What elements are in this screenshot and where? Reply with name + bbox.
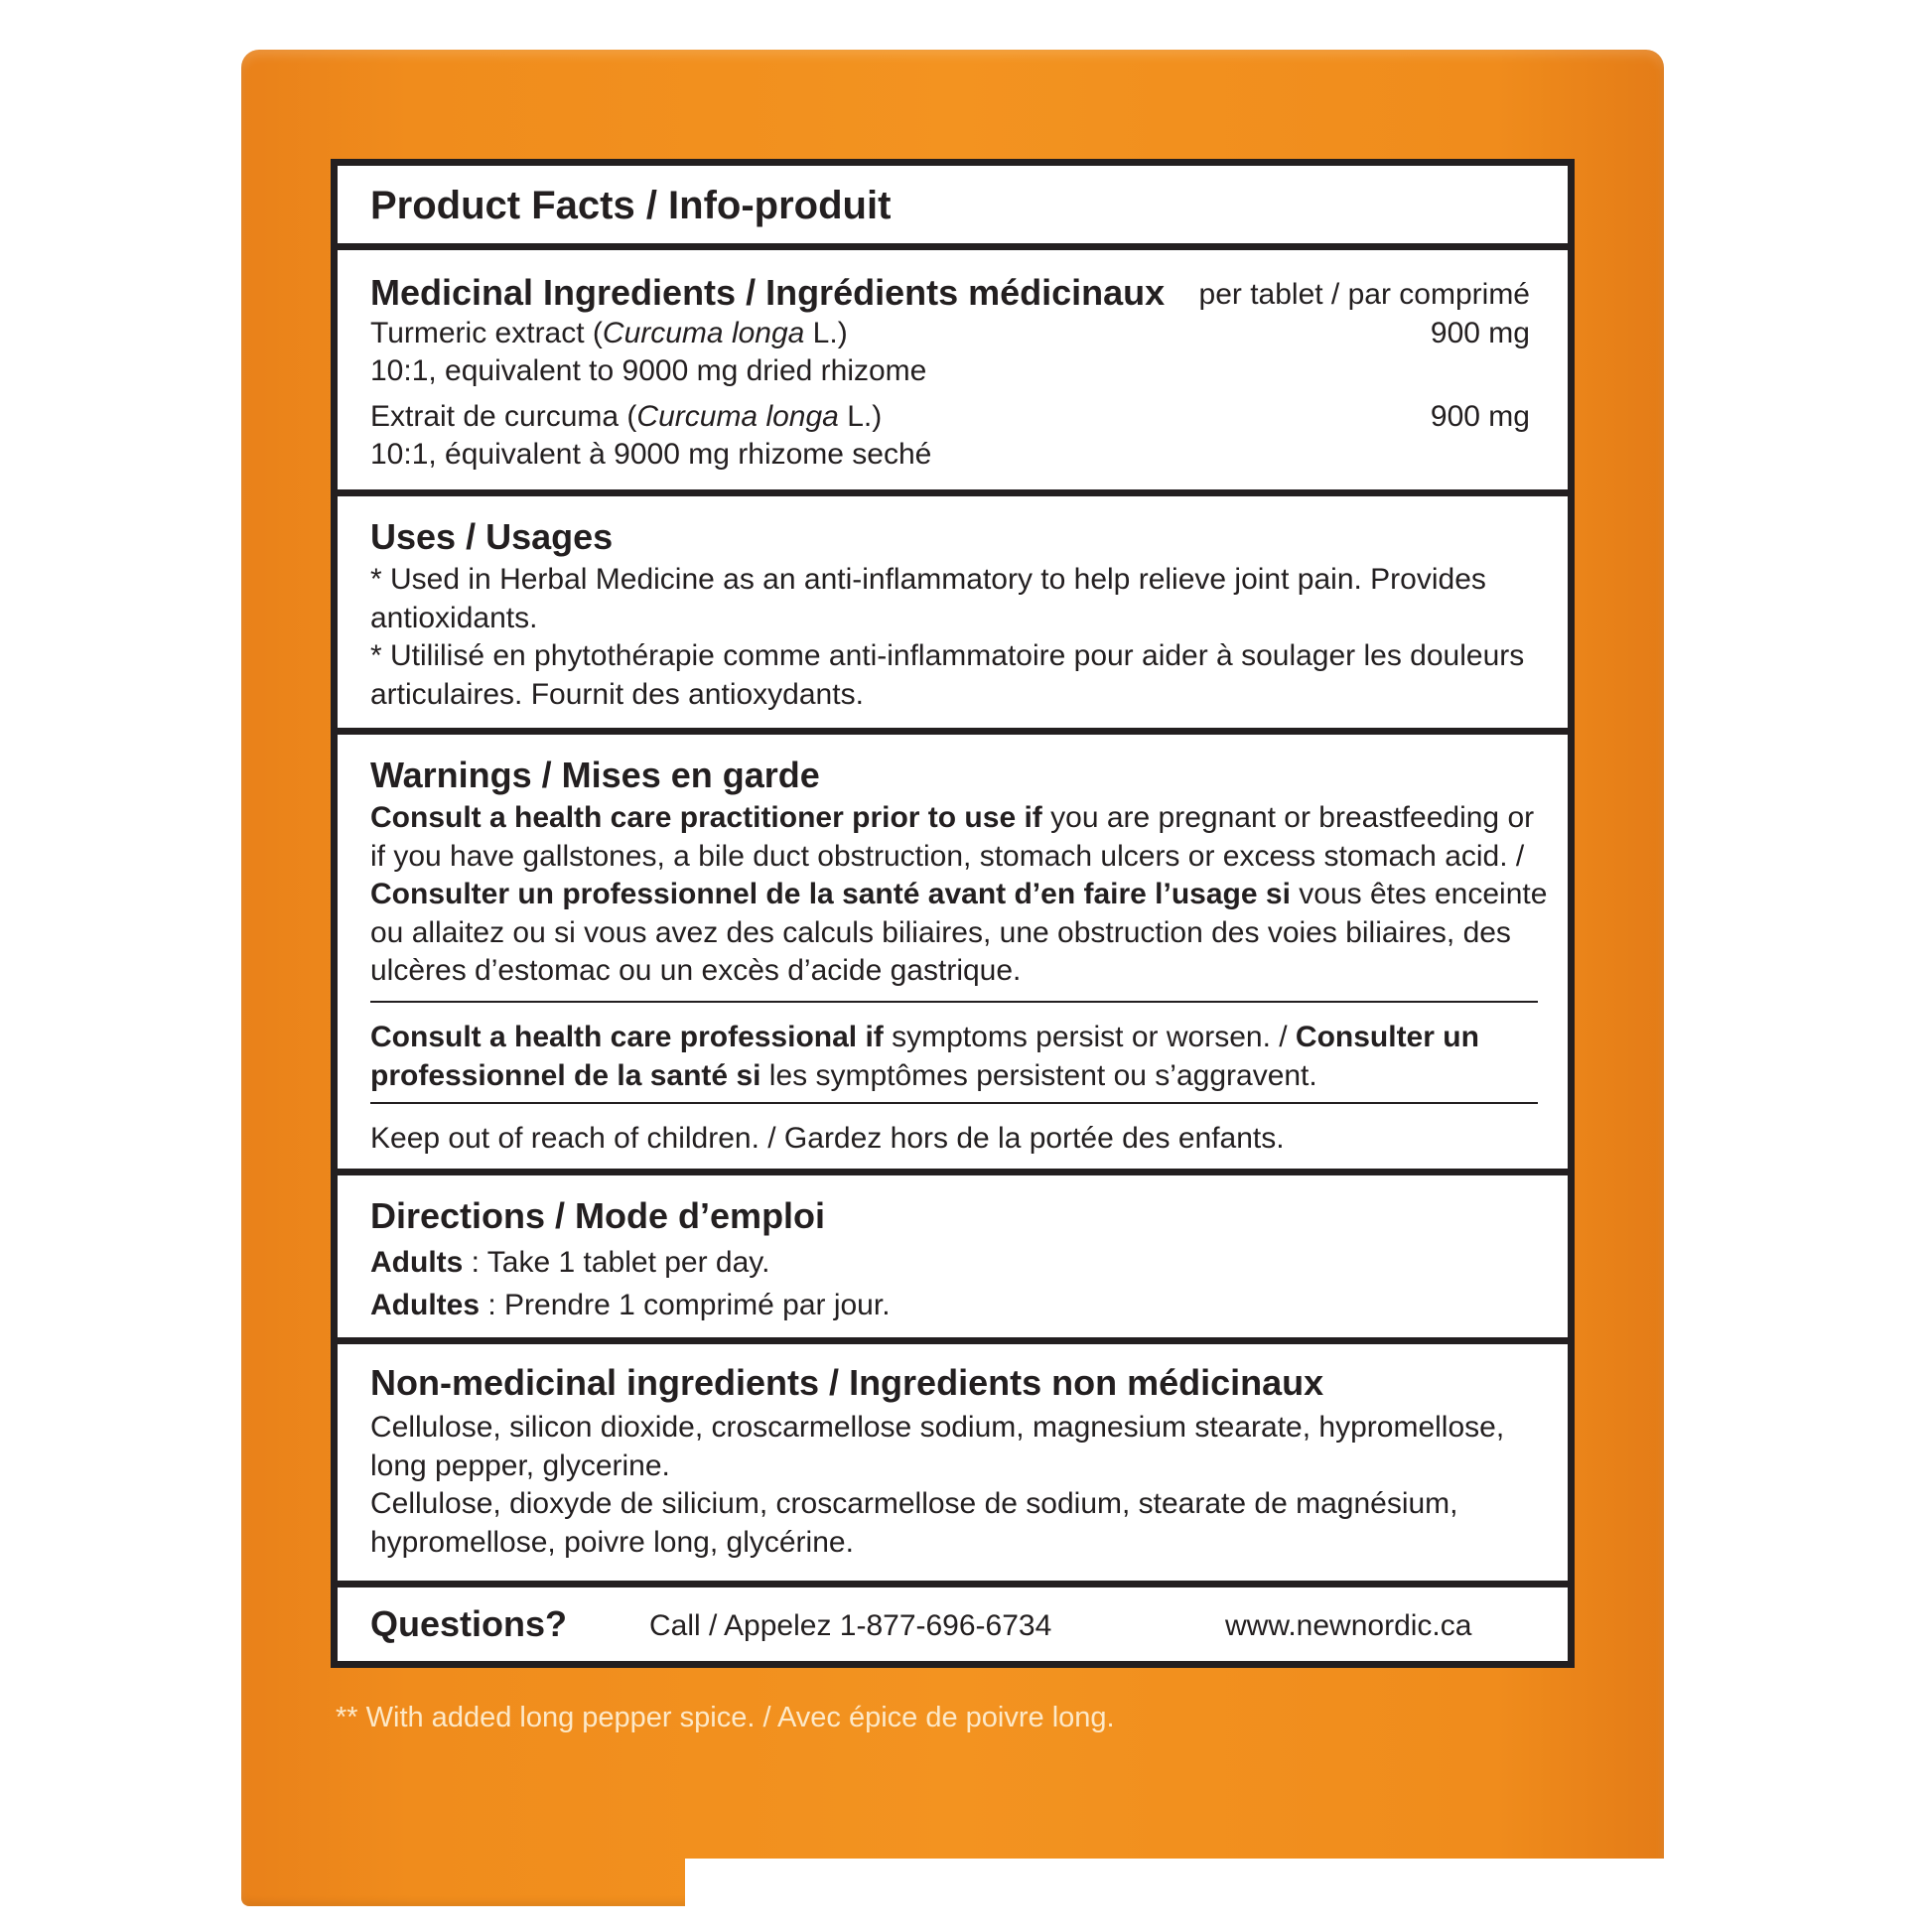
page-title: Product Facts / Info-produit [370, 184, 892, 227]
warnings-divider-1 [370, 1001, 1538, 1003]
warning-line-3: Consulter un professionnel de la santé avant d’en faire l’usage si vous êtes enceinte [370, 878, 1548, 910]
keep-out-of-reach: Keep out of reach of children. / Gardez hors de la portée des enfants. [370, 1122, 1285, 1155]
warnings-divider-2 [370, 1102, 1538, 1104]
non-medicinal-heading: Non-medicinal ingredients / Ingredients non médicinaux [370, 1362, 1324, 1403]
box-bottom-edge [685, 1859, 1678, 1932]
ingredient-en-detail: 10:1, equivalent to 9000 mg dried rhizome [370, 354, 927, 387]
warning-line-5: ulcères d’estomac ou un excès d’acide gastrique. [370, 954, 1022, 987]
non-medicinal-en-line-2: long pepper, glycerine. [370, 1449, 670, 1482]
uses-en-line-2: antioxidants. [370, 602, 538, 634]
warning-line-1: Consult a health care practitioner prior to use if you are pregnant or breastfeeding or [370, 801, 1535, 834]
directions-section [338, 1175, 1568, 1344]
warning-line-2: if you have gallstones, a bile duct obstruction, stomach ulcers or excess stomach acid. / [370, 840, 1525, 873]
warnings-section [338, 735, 1568, 1175]
warning-line-6: Consult a health care professional if symptoms persist or worsen. / Consulter un [370, 1021, 1479, 1053]
warnings-heading: Warnings / Mises en garde [370, 755, 820, 795]
product-facts-panel [331, 159, 1575, 1668]
directions-heading: Directions / Mode d’emploi [370, 1195, 826, 1236]
directions-en: Adults : Take 1 tablet per day. [370, 1246, 770, 1279]
non-medicinal-fr-line-2: hypromellose, poivre long, glycérine. [370, 1526, 854, 1559]
warning-line-7: professionnel de la santé si les symptômes persistent ou s’aggravent. [370, 1059, 1317, 1092]
questions-section [338, 1587, 1568, 1661]
warning-line-4: ou allaitez ou si vous avez des calculs biliaires, une obstruction des voies biliaires, des [370, 916, 1511, 949]
uses-section [338, 496, 1568, 735]
medicinal-heading: Medicinal Ingredients / Ingrédients médicinaux [370, 272, 1166, 313]
uses-heading: Uses / Usages [370, 516, 614, 557]
website-link: www.newnordic.ca [1225, 1609, 1472, 1642]
ingredient-fr-amount: 900 mg [1430, 400, 1530, 433]
medicinal-section [338, 250, 1568, 496]
uses-fr-line-1: * Utililisé en phytothérapie comme anti-inflammatoire pour aider à soulager les douleurs [370, 639, 1525, 672]
ingredient-en-amount: 900 mg [1430, 317, 1530, 349]
uses-en-line-1: * Used in Herbal Medicine as an anti-inflammatory to help relieve joint pain. Provides [370, 563, 1486, 596]
non-medicinal-en-line-1: Cellulose, silicon dioxide, croscarmellose sodium, magnesium stearate, hypromellose, [370, 1411, 1505, 1444]
ingredient-fr-name: Extrait de curcuma (Curcuma longa L.) [370, 400, 883, 433]
per-tablet-label: per tablet / par comprimé [1198, 278, 1530, 311]
ingredient-fr-detail: 10:1, équivalent à 9000 mg rhizome seché [370, 438, 932, 471]
phone-number: Call / Appelez 1-877-696-6734 [649, 1609, 1052, 1642]
questions-label: Questions? [370, 1603, 568, 1644]
ingredient-en-name: Turmeric extract (Curcuma longa L.) [370, 317, 848, 349]
uses-fr-line-2: articulaires. Fournit des antioxydants. [370, 678, 864, 711]
title-section [338, 166, 1568, 250]
non-medicinal-section [338, 1344, 1568, 1587]
non-medicinal-fr-line-1: Cellulose, dioxyde de silicium, croscarmellose de sodium, stearate de magnésium, [370, 1487, 1458, 1520]
directions-fr: Adultes : Prendre 1 comprimé par jour. [370, 1289, 891, 1321]
footnote: ** With added long pepper spice. / Avec épice de poivre long. [336, 1702, 1115, 1733]
